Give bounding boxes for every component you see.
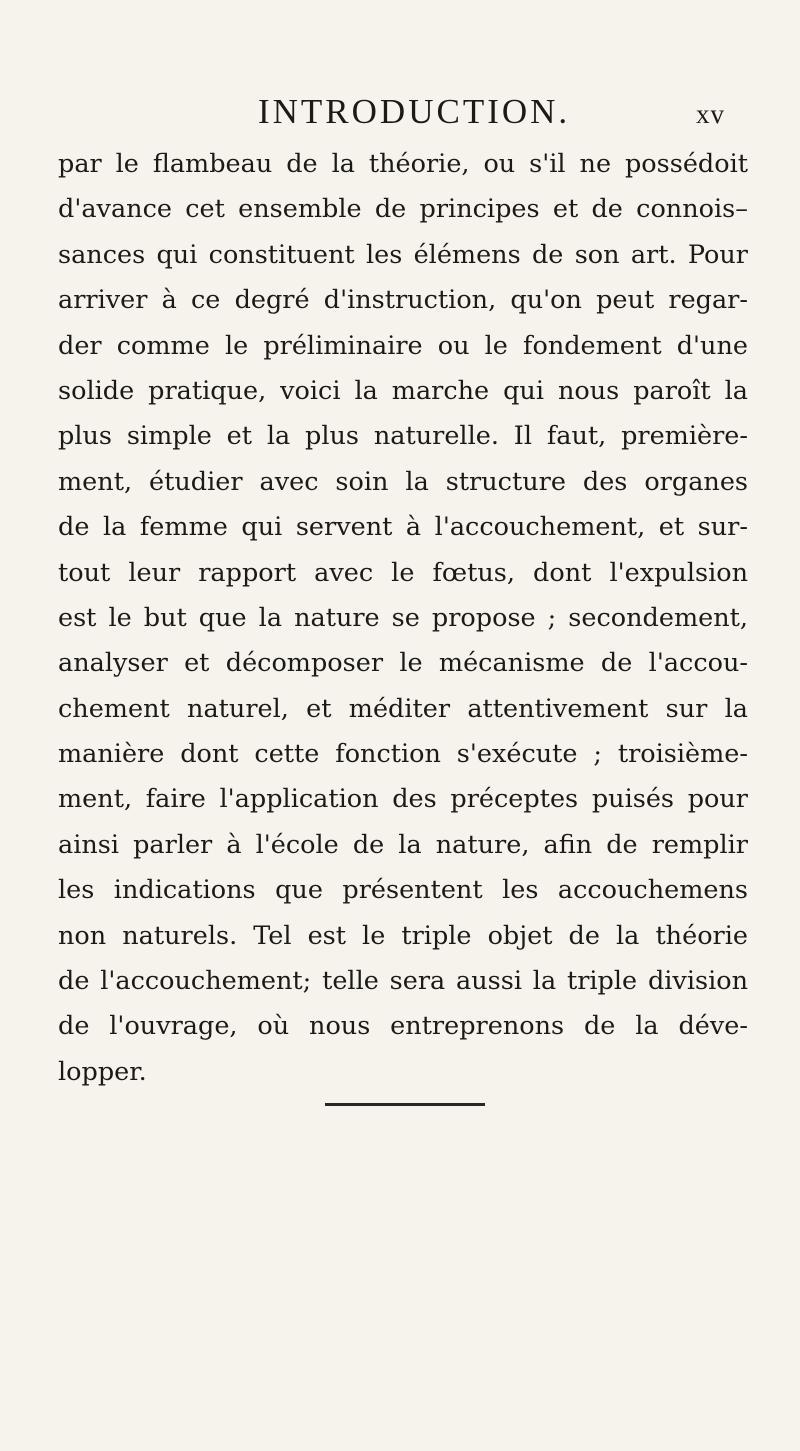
text-line: der comme le préliminaire ou le fondement d'une bbox=[58, 330, 748, 361]
running-title: INTRODUCTION. bbox=[258, 92, 571, 131]
body-text bbox=[58, 142, 748, 1095]
text-line: d'avance cet ensemble de principes et de connois– bbox=[58, 194, 748, 225]
text-line: solide pratique, voici la marche qui nous paroît la bbox=[58, 375, 748, 406]
text-line: arriver à ce degré d'instruction, qu'on peut regar- bbox=[58, 285, 748, 316]
text-line: non naturels. Tel est le triple objet de la théorie bbox=[58, 920, 748, 951]
page-number: xv bbox=[696, 99, 725, 129]
text-line: de la femme qui servent à l'accouchement, et sur- bbox=[58, 512, 748, 543]
section-divider bbox=[325, 1103, 485, 1106]
text-line: ment, faire l'application des préceptes puisés pour bbox=[58, 784, 748, 815]
text-line: plus simple et la plus naturelle. Il faut, première- bbox=[58, 421, 748, 452]
text-line: ment, étudier avec soin la structure des organes bbox=[58, 466, 748, 497]
text-line: est le but que la nature se propose ; secondement, bbox=[58, 602, 748, 633]
text-line: par le flambeau de la théorie, ou s'il ne possédoit bbox=[58, 149, 748, 179]
text-line: manière dont cette fonction s'exécute ; troisième- bbox=[58, 739, 748, 770]
text-line: chement naturel, et méditer attentivement sur la bbox=[58, 693, 748, 724]
running-head bbox=[0, 90, 800, 134]
text-line: les indications que présentent les accouchemens bbox=[58, 875, 748, 906]
text-line: sances qui constituent les élémens de son art. Pour bbox=[58, 239, 748, 270]
text-line: de l'accouchement; telle sera aussi la triple division bbox=[58, 966, 748, 997]
text-line: analyser et décomposer le mécanisme de l'accou- bbox=[58, 648, 748, 679]
text-line: lopper. bbox=[58, 1056, 147, 1087]
text-line: tout leur rapport avec le fœtus, dont l'expulsion bbox=[58, 557, 748, 588]
text-line: de l'ouvrage, où nous entreprenons de la déve- bbox=[58, 1011, 748, 1042]
text-line: ainsi parler à l'école de la nature, afin de remplir bbox=[58, 829, 748, 860]
